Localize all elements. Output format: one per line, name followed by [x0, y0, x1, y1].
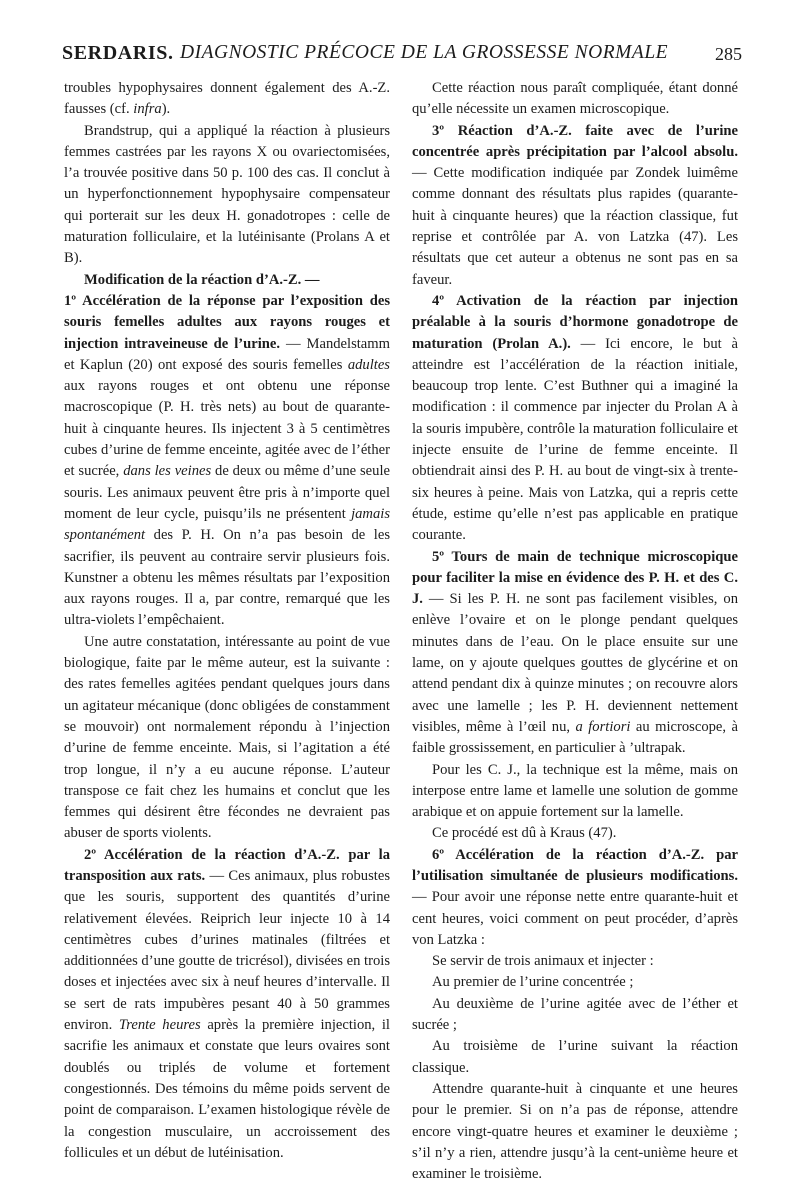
- subsection-4: 4º Activation de la réaction par injection préalable à la souris d’hormone gonadotrope de maturation (Prolan A.). — Ici encore, le but à atteindre est l’accélération de la réaction initiale, beaucoup trop lente. C’est Buthner qui a imaginé la modification : il commence par injecter du Prolan A à la souris impubère, contrôle la maturation folliculaire et injecte ensuite de l’urine de femme enceinte. Il obtiendrait ainsi des P. H. au bout de vingt-six à trente-six heures à peine. Mais von Latzka, qui a repris cette étude, estime qu’elle n’est pas applicable en pratique courante.: [412, 292, 738, 544]
- paragraph: Brandstrup, qui a appliqué la réaction à plusieurs femmes castrées par les rayons X ou ovariectomisées, l’a trouvée positive dans 50 p. 100 des cas. Il conclut à un hyperfonctionnement hypophysaire compensateur qui porterait sur les deux H. gonadotropes : celle de maturation folliculaire, et la lutéinisante (Prolans A et B).: [64, 122, 390, 267]
- paragraph: Se servir de trois animaux et injecter :: [432, 953, 654, 970]
- header-title: DIAGNOSTIC PRÉCOCE DE LA GROSSESSE NORMALE: [180, 42, 669, 63]
- subsection-heading-6: 6º Accélération de la réaction d’A.-Z. par l’utilisation simultanée de plusieurs modifications.: [412, 846, 738, 884]
- paragraph: troubles hypophysaires donnent également des A.-Z. fausses (cf. infra).: [64, 80, 390, 118]
- right-column: [412, 78, 738, 1185]
- subsection-heading-1: 1º Accélération de la réponse par l’exposition des souris femelles adultes aux rayons rouges et injection intraveineuse de l’urine.: [64, 292, 390, 352]
- paragraph: Une autre constatation, intéressante au point de vue biologique, faite par le même auteur, est la suivante : des rates femelles agitées pendant quelques jours dans un agitateur mécanique (donc obligées de constamment se mouvoir) ont normalement répondu à l’injection d’urine de femme enceinte. Mais, si l’agitation a été trop longue, il n’y a eu aucune réponse. L’auteur transpose ce fait chez les humains et conclut que les femmes qui désirent être fécondes ne devraient pas abuser de sports violents.: [64, 633, 390, 842]
- page-number: 285: [715, 44, 742, 64]
- paragraph: Au troisième de l’urine suivant la réaction classique.: [412, 1038, 738, 1076]
- paragraph: Au premier de l’urine concentrée ;: [432, 974, 634, 991]
- section-heading: Modification de la réaction d’A.-Z. —: [84, 271, 320, 288]
- subsection-heading-2: 2º Accélération de la réaction d’A.-Z. par la transposition aux rats.: [64, 846, 390, 884]
- section-modification: Modification de la réaction d’A.-Z. — 1º Accélération de la réponse par l’exposition des souris femelles adultes aux rayons rouges et injection intraveineuse de l’urine. — Mandelstamm et Kaplun (20) ont exposé des souris femelles adultes aux rayons rouges et ont obtenu une réponse macroscopique (P. H. très nets) au bout de quarante-huit à cinquante heures. Ils injectent 3 à 5 centimètres cubes d’urine de femme enceinte, agitée avec de l’éther et sucrée, dans les veines de deux ou même d’une seule souris. Les animaux peuvent être pris à n’importe quel moment de leur cycle, puisqu’ils ne présentent jamais spontanément des P. H. On n’a pas besoin de les sacrifier, ils peuvent au contraire servir plusieurs fois. Kunstner a obtenu les mêmes résultats par l’exposition aux rayons rouges. Il a, par contre, remarqué que les ultra-violets l’empêchaient.: [64, 271, 390, 629]
- running-header: [62, 42, 742, 72]
- subsection-heading-4: 4º Activation de la réaction par injection préalable à la souris d’hormone gonadotrope de maturation (Prolan A.).: [412, 292, 738, 352]
- paragraph: Au deuxième de l’urine agitée avec de l’éther et sucrée ;: [412, 995, 738, 1034]
- paragraph: Pour les C. J., la technique est la même, mais on interpose entre lame et lamelle une solution de gomme arabique et on appuie fortement sur la lamelle.: [412, 761, 738, 821]
- subsection-3: 3º Réaction d’A.-Z. faite avec de l’urine concentrée après précipitation par l’alcool absolu. — Cette modification indiquée par Zondek luimême comme donnant des résultats plus rapides (quarante-huit à cinquante heures) que la réaction classique, fut reprise et contrôlée par A. von Latzka (47). Les résultats que cet auteur a obtenus ne sont pas en sa faveur.: [412, 122, 738, 288]
- subsection-2: 2º Accélération de la réaction d’A.-Z. par la transposition aux rats. — Ces animaux, plus robustes que les souris, supportent des quantités d’urine relativement élevées. Reiprich leur injecte 10 à 14 centimètres cubes d’urines matinales (filtrées et additionnées d’une goutte de tricrésol), divisées en trois doses et injectées avec six à neuf heures d’intervalle. Il se sert de rats impubères pesant 40 à 50 grammes environ. Trente heures après la première injection, il sacrifie les animaux et constate que leurs ovaires sont doublés ou triplés de volume et fortement congestionnés. Des témoins du même poids servent de point de comparaison. L’examen histologique révèle de la congestion musculaire, un accroissement des follicules et un début de lutéinisation.: [64, 846, 390, 1161]
- subsection-heading-5: 5º Tours de main de technique microscopique pour faciliter la mise en évidence des P. H. et des C. J.: [412, 548, 738, 608]
- left-column: [64, 78, 390, 1164]
- paragraph: Ce procédé est dû à Kraus (47).: [432, 825, 617, 842]
- subsection-5: 5º Tours de main de technique microscopique pour faciliter la mise en évidence des P. H. et des C. J. — Si les P. H. ne sont pas facilement visibles, on enlève l’ovaire et on le plonge pendant quelques minutes dans de l’eau. On le place ensuite sur une lame, on y ajoute quelques gouttes de glycérine et on attend pendant dix à quinze minutes ; on recouvre alors avec une lamelle ; les P. H. deviennent nettement visibles, même à l’œil nu, a fortiori au microscope, à faible grossissement, en particulier à ’ultrapak.: [412, 548, 738, 757]
- subsection-heading-3: 3º Réaction d’A.-Z. faite avec de l’urine concentrée après précipitation par l’alcool absolu.: [412, 122, 738, 160]
- header-author: SERDARIS.: [62, 42, 174, 64]
- paragraph: Attendre quarante-huit à cinquante et une heures pour le premier. Si on n’a pas de réponse, attendre encore vingt-quatre heures et examiner le deuxième ; s’il n’y a rien, attendre jusqu’à la cent-unième heure et examiner le troisième.: [412, 1080, 738, 1183]
- paragraph: Cette réaction nous paraît compliquée, étant donné qu’elle nécessite un examen microscopique.: [412, 80, 738, 118]
- subsection-6: 6º Accélération de la réaction d’A.-Z. par l’utilisation simultanée de plusieurs modifications. — Pour avoir une réponse nette entre quarante-huit et cent heures, voici comment on peut procéder, d’après von Latzka :: [412, 846, 738, 948]
